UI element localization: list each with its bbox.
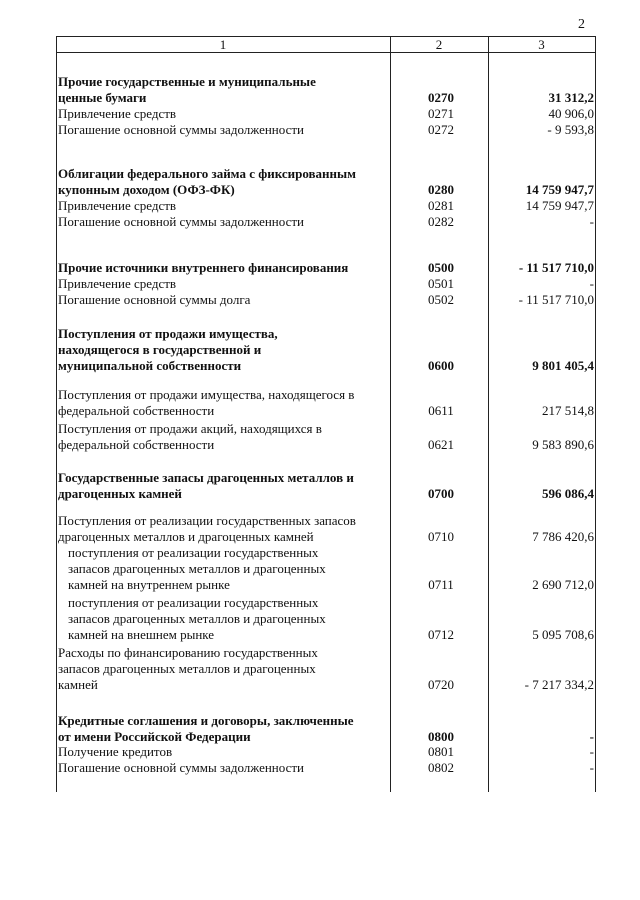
page-number: 2 [578,17,585,32]
row-value: - 11 517 710,0 [518,260,594,275]
row-value: - 11 517 710,0 [518,292,594,307]
row-code: 0501 [428,276,454,291]
row-label: Государственные запасы драгоценных металлов и [58,470,354,485]
row-value: - [589,729,594,744]
table-right-border [595,36,596,792]
row-label: Получение кредитов [58,744,173,759]
row-code: 0271 [428,106,454,121]
column-header-1: 1 [219,37,227,52]
row-label: поступления от реализации государственных [68,595,319,610]
row-label: драгоценных металлов и драгоценных камней [58,529,314,544]
row-code: 0282 [428,214,454,229]
row-code: 0500 [428,260,454,275]
row-label: Поступления от реализации государственных запасов [58,513,356,528]
row-code: 0600 [428,358,454,373]
row-label: Привлечение средств [58,276,177,291]
row-code: 0281 [428,198,454,213]
row-label: находящегося в государственной и [58,342,262,357]
row-label: Кредитные соглашения и договоры, заключенные [58,713,354,728]
row-label: Привлечение средств [58,198,177,213]
row-code: 0280 [428,182,454,197]
row-label: камней на внутреннем рынке [68,577,230,592]
row-value: 40 906,0 [548,106,594,121]
row-label: Погашение основной суммы задолженности [58,214,304,229]
row-label: Погашение основной суммы задолженности [58,122,304,137]
column-divider-1 [390,36,391,792]
column-header-2: 2 [435,37,443,52]
column-divider-2 [488,36,489,792]
row-label: Погашение основной суммы задолженности [58,760,304,775]
row-label: федеральной собственности [58,437,215,452]
row-value: - [589,276,594,291]
row-value: 31 312,2 [548,90,594,105]
column-header-3: 3 [538,37,545,52]
row-value: - 9 593,8 [547,122,594,137]
row-label: запасов драгоценных металлов и драгоценных [68,561,326,576]
row-label: Прочие источники внутреннего финансирования [58,260,349,275]
row-value: - [589,760,594,775]
row-label: Расходы по финансированию государственных [58,645,318,660]
row-value: - [589,214,594,229]
row-value: 9 583 890,6 [532,437,594,452]
row-code: 0621 [428,437,454,452]
row-label: от имени Российской Федерации [58,729,251,744]
row-label: камней [58,677,98,692]
row-value: 596 086,4 [542,486,594,501]
row-label: Поступления от продажи имущества, [58,326,278,341]
row-value: 9 801 405,4 [532,358,594,373]
table-left-border [56,36,57,792]
row-label: Привлечение средств [58,106,177,121]
row-code: 0711 [428,577,454,592]
financing-table [56,36,596,792]
row-label: купонным доходом (ОФЗ-ФК) [58,182,235,197]
row-code: 0502 [428,292,454,307]
row-value: 14 759 947,7 [525,182,594,197]
row-value: 217 514,8 [542,403,594,418]
row-label: федеральной собственности [58,403,215,418]
row-label: драгоценных камней [58,486,182,501]
row-label: камней на внешнем рынке [68,627,215,642]
row-label: муниципальной собственности [58,358,242,373]
row-value: - [589,744,594,759]
row-code: 0611 [428,403,454,418]
row-code: 0710 [428,529,454,544]
row-value: 7 786 420,6 [532,529,594,544]
row-value: 5 095 708,6 [532,627,594,642]
row-code: 0272 [428,122,454,137]
row-code: 0802 [428,760,454,775]
row-value: - 7 217 334,2 [524,677,594,692]
row-code: 0801 [428,744,454,759]
row-label: Поступления от продажи имущества, находящегося в [58,387,355,402]
row-code: 0800 [428,729,454,744]
row-label: запасов драгоценных металлов и драгоценных [68,611,326,626]
row-label: Поступления от продажи акций, находящихся в [58,421,322,436]
row-code: 0712 [428,627,454,642]
row-label: поступления от реализации государственных [68,545,319,560]
row-label: Облигации федерального займа с фиксированным [58,166,357,181]
row-value: 2 690 712,0 [532,577,594,592]
row-label: Прочие государственные и муниципальные [58,74,316,89]
row-code: 0720 [428,677,454,692]
row-value: 14 759 947,7 [525,198,594,213]
row-code: 0270 [428,90,454,105]
row-code: 0700 [428,486,454,501]
row-label: запасов драгоценных металлов и драгоценных [58,661,316,676]
row-label: Погашение основной суммы долга [58,292,251,307]
row-label: ценные бумаги [58,90,147,105]
